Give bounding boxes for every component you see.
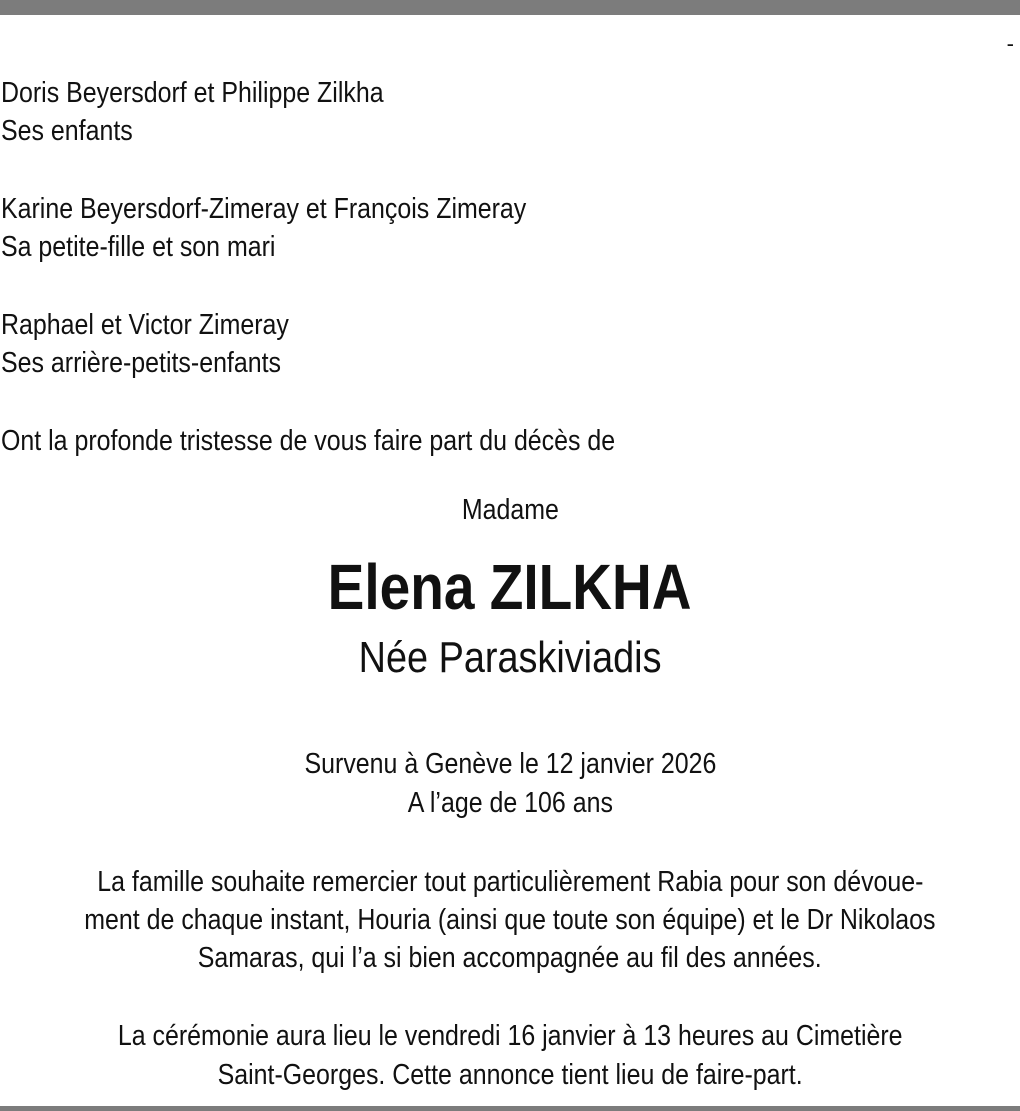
corner-mark: - (1006, 31, 1014, 56)
death-place-date-row (0, 745, 1020, 783)
ceremony-line-2-row (0, 1056, 1020, 1094)
thanks-line: La famille souhaite remercier tout particulièrement Rabia pour son dévoue- (96, 866, 924, 898)
deceased-name-row (0, 551, 1020, 623)
ceremony-line: La cérémonie aura lieu le vendredi 16 janvier à 13 heures au Cimetière (117, 1020, 903, 1052)
ceremony-line: Saint-Georges. Cette annonce tient lieu de faire-part. (217, 1059, 803, 1091)
maiden-name: Née Paraskiviadis (358, 633, 662, 682)
honorific: Madame (461, 494, 559, 526)
thanks-line-1-row (0, 863, 1020, 901)
ceremony-line-1-row (0, 1017, 1020, 1055)
family-granddaughter-relation: Sa petite-fille et son mari (1, 231, 276, 263)
thanks-line: ment de chaque instant, Houria (ainsi que toute son équipe) et le Dr Nikolaos (84, 904, 936, 936)
family-children-relation: Ses enfants (1, 115, 133, 147)
bottom-border (0, 1106, 1020, 1111)
family-great-grandchildren-relation: Ses arrière-petits-enfants (1, 347, 282, 379)
death-age-row (0, 784, 1020, 822)
announcement-text: Ont la profonde tristesse de vous faire part du décès de (1, 425, 616, 457)
thanks-line-2-row (0, 901, 1020, 939)
family-granddaughter-names: Karine Beyersdorf-Zimeray et François Zimeray (1, 193, 527, 225)
family-children-names: Doris Beyersdorf et Philippe Zilkha (1, 77, 384, 109)
deceased-name: Elena ZILKHA (328, 551, 692, 623)
honorific-row (0, 491, 1020, 529)
family-great-grandchildren-names: Raphael et Victor Zimeray (1, 309, 289, 341)
maiden-name-row (0, 632, 1020, 684)
thanks-line: Samaras, qui l’a si bien accompagnée au fil des années. (198, 942, 822, 974)
thanks-line-3-row (0, 939, 1020, 977)
death-age: A l’age de 106 ans (407, 787, 613, 819)
top-border (0, 0, 1020, 15)
death-place-date: Survenu à Genève le 12 janvier 2026 (304, 748, 716, 780)
